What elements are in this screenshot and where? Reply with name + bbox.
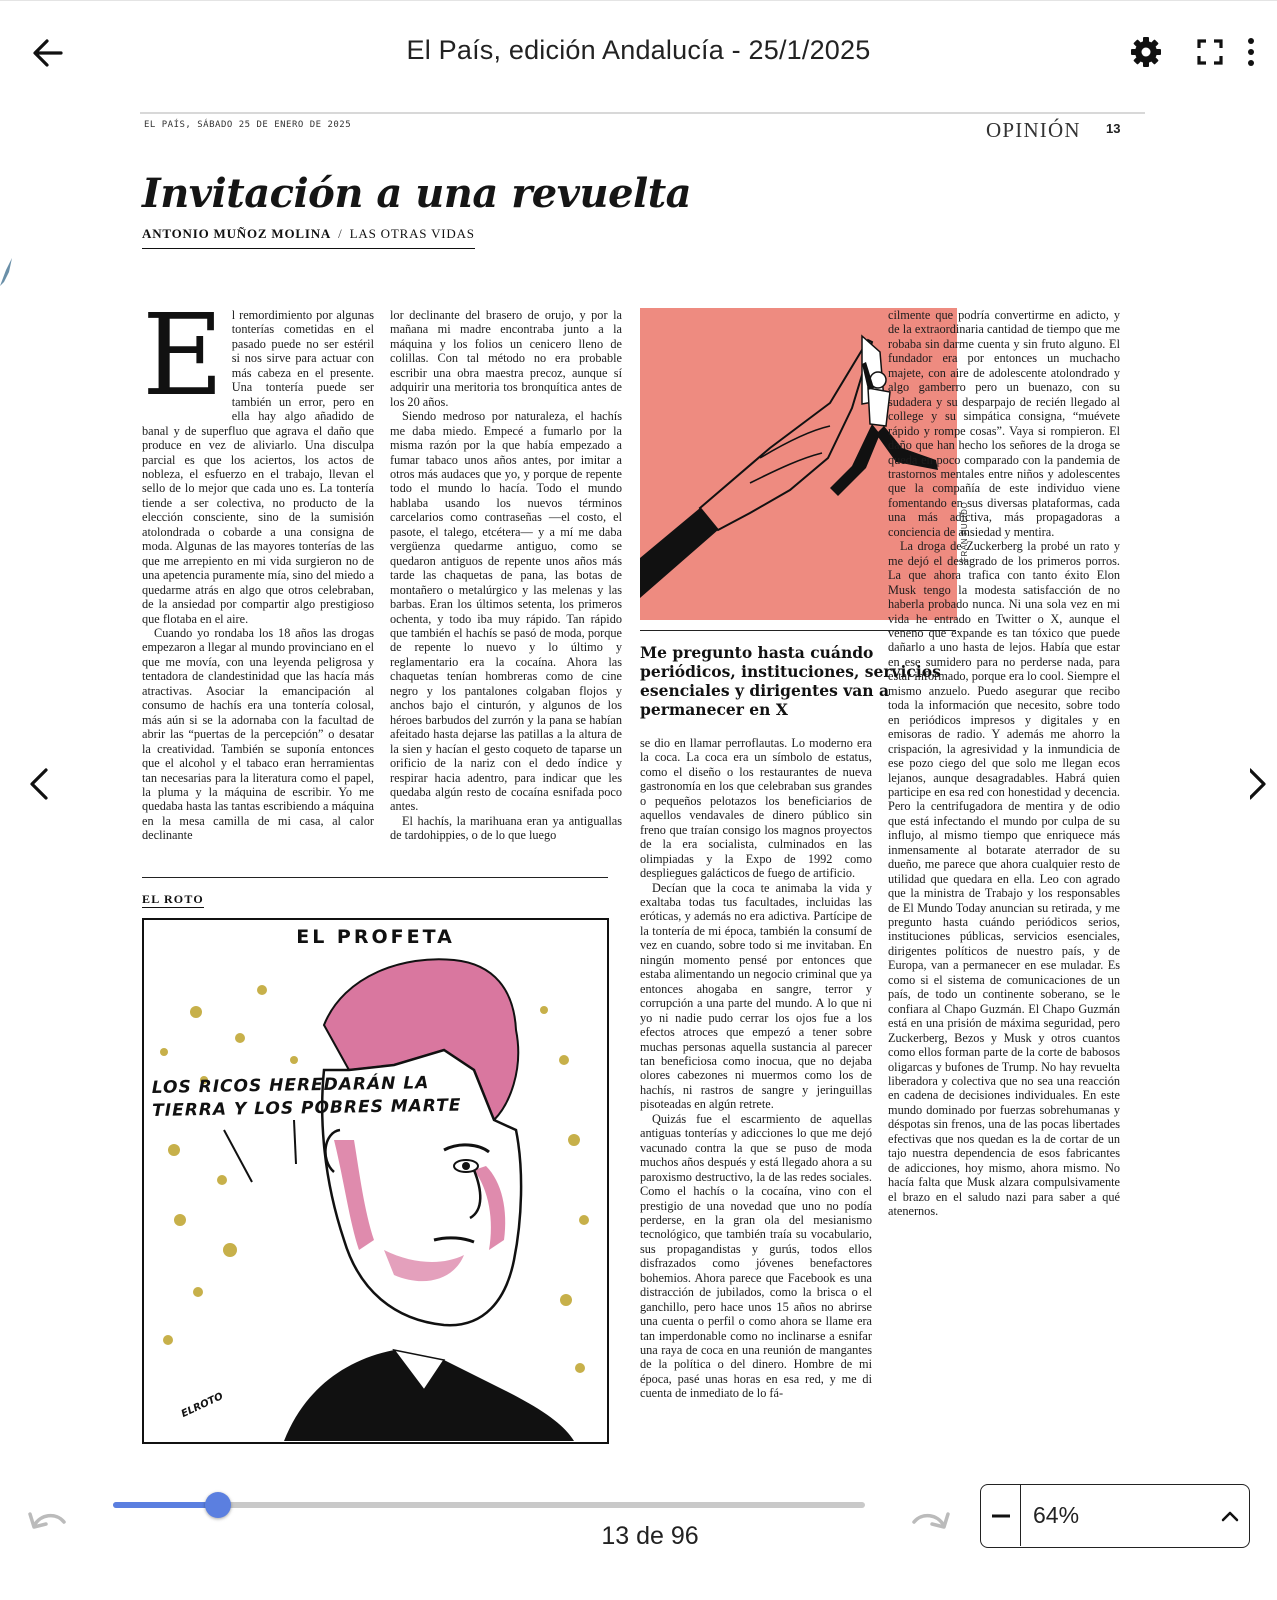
zoom-out-button[interactable] xyxy=(981,1485,1021,1546)
redo-icon xyxy=(906,1498,954,1538)
fullscreen-button[interactable] xyxy=(1186,28,1234,76)
header-rule xyxy=(140,112,1145,114)
slider-fill xyxy=(113,1502,218,1508)
more-vertical-icon xyxy=(1248,35,1277,69)
top-bar xyxy=(0,0,1277,100)
fullscreen-icon xyxy=(1196,38,1224,66)
paragraph: Quizás fue el escarmiento de aquellas antiguas tonterías y adicciones lo que me dejó vacunado contra la que se puso de moda muchos años después y está llegado ahora a su paroxismo destructivo, la de las redes sociales. Como el hachís o la cocaína, vino con el prestigio de una novedad que uno no podía perderse, en la gran ola del mesianismo tecnológico, que también traía su vocabulario, sus propagandistas y gurús, todos ellos disfrazados como jóvenes benefactores bohemios. Ahora parece que Facebook es una distracción de jubilados, como la brisca o el ganchillo, pero hace unos 15 años no abrirse una cuenta o perfil o como ahora se llame era tan imperdonable como no inclinarse a esnifar una raya de coca en una reunión de mangantes de la política o del dinero. Hombre de mi época, pasé unas horas en esa red, y me di cuenta de inmediato de lo fá- xyxy=(640,1111,872,1401)
paragraph: La droga de Zuckerberg la probé un rato y me dejó el desagrado de los primeros porros. La que ahora trafica con tanto éxito Elon Musk tengo la modesta satisfacción de no haberla probado nunca. Ni una sola vez en mi vida he entrado en Twitter o X, aunque el veneno que expande es tan tóxico que puede dañarlo a uno hasta de lejos. Había que estar en ese sumidero para no perderse nada, para estar informado, porque era lo cool. Siempre el mismo anzuelo. Puedo asegurar que recibo toda la información que necesito, sobre todo en periódicos impresos y digitales y en emisoras de radio. Y además me ahorro la crispación, la agresividad y la inmundicia de ese pozo ciego del que solo me llegan ecos lejanos, aunque desagradables. Habrá quien participe en esa red con honestidad y decencia. Pero la centrifugadora de mentira y de odio que está infectando el mundo por culpa de su influjo, al mismo tiempo que enriquece más inmensamente al botarate aterrador de su dueño, me parece que ahora cualquier resto de utilidad que quedara en ella. Leo con agrado que la ministra de Trabajo y los responsables de El Mundo Today anuncian su retirada, y me pregunto hasta cuándo periódicos serios, instituciones públicas, servicios esenciales, dirigentes políticos de nuestro país, y de Europa, van a permanecer en ese muladar. Es como si el sistema de comunicaciones de un país, de todo un continente soberano, se le confiara al Chapo Guzmán. El Chapo Guzmán está en una prisión de máxima seguridad, pero Zuckerberg, Bezos y Musk y otros cuantos como ellos forman parte de la corte de babosos oligarcas y bufones de Trump. No hay revuelta liberadora y colectiva que no sea una reacción en cadena de decisiones individuales. En este mundo dominado por fuerzas sobrehumanas y déspotas sin frenos, una de las pocas libertades efectivas que nos quedan es la de cortar de un tajo nuestra dependencia de esos fabricantes de adicciones, hoy mismo, ahora mismo. No hacía falta que Musk alzara compulsivamente el brazo en el saludo nazi para saber a qué atenernos. xyxy=(888,539,1120,1219)
cartoon-rule xyxy=(142,877,608,878)
next-page-button[interactable] xyxy=(1250,760,1277,808)
zoom-menu-toggle[interactable] xyxy=(1215,1501,1245,1531)
byline-separator: / xyxy=(338,226,343,241)
redo-button[interactable] xyxy=(906,1494,954,1542)
article-column-2 xyxy=(390,308,622,854)
paragraph: cilmente que podría convertirme en adicto, y de la extraordinaria cantidad de tiempo que me robaba sin darme cuenta y sin fruto alguno. El fundador era por entonces un muchacho majete, con aire de adolescente atolondrado y algo gamberro pero un buenazo, con su sudadera y su desparpajo de recién llegado al college y su simpática consigna, “muévete rápido y rompe cosas”. Vaya si rompieron. El daño que han hecho los señores de la droga se queda en poco comparado con la pandemia de trastornos mentales entre niños y adolescentes que la compañía de este individuo viene fomentando en sus diversas plataformas, cada una más adictiva, más propagadoras a conciencia de ansiedad y mentira. xyxy=(888,308,1120,539)
zoom-control[interactable] xyxy=(980,1484,1250,1548)
paragraph: Siendo medroso por naturaleza, el hachís me daba miedo. Empecé a fumarlo por la misma razón por la que había empezado a fumar tabaco unos años antes, por imitar a otros más audaces que yo, y porque de repente todo el mundo lo hacía. Todo el mundo hablaba usando los nuevos términos carcelarios como contraseñas —el costo, el pasote, el talego, etcétera— y a mí me daba vergüenza quedarme antiguo, como se quedaron antiguos de repente unos años más tarde las chaquetas de pana, las botas de montañero o metalúrgico y las melenas y las barbas. Eran los últimos setenta, los primeros ochenta, y todo iba muy rápido. Tan rápido que también el hachís se pasó de moda, porque de repente lo nuevo y lo último y reglamentario era la cocaína. Ahora las chaquetas tenían hombreras como de cine negro y los pantalones colgaban flojos y anchos bajo el cinturón, y algunos de los héroes barbudos del zurrón y la pana se habían afeitado hasta dejarse las patillas a la altura de la sien y hacían el gesto coqueto de taparse un orificio de la nariz con el dedo índice y respirar hacia adentro, para indicar que les quedaba algún resto de cocaína esnifada poco antes. xyxy=(390,409,622,814)
pull-quote: Me pregunto hasta cuándo periódicos, instituciones, servicios esenciales y dirigentes van a permanecer en X xyxy=(640,630,956,719)
el-roto-cartoon xyxy=(142,918,609,1444)
cartoon-title: EL PROFETA xyxy=(296,926,455,948)
cartoon-signature: ELROTO xyxy=(179,1391,225,1420)
article-column-1 xyxy=(142,308,374,854)
arrow-left-icon xyxy=(31,36,65,70)
settings-button[interactable] xyxy=(1122,28,1170,76)
zoom-level: 64% xyxy=(1033,1502,1080,1528)
chevron-right-icon xyxy=(1250,760,1277,808)
column-name: LAS OTRAS VIDAS xyxy=(349,226,475,241)
cartoon-section-label: EL ROTO xyxy=(142,892,204,906)
paragraph: l remordimiento por algunas tonterías cometidas en el pasado puede no ser estéril si nos sirve para actuar con más cabeza en el presente. Una tontería puede ser también un error, pero en ella hay algo añadido de banal y de superfluo que agrava el daño que produce en vez de aliviarlo. Una disculpa parcial es que los aciertos, los actos de nobleza, el esfuerzo en el trabajo, llevan el sello de lo mejor que cada uno es. La tontería tiende a ser colectiva, no producto de la elección consciente, sino de la sumisión atolondrada o cobarde a una consigna de moda. Algunas de las mayores tonterías de las que me arrepiento en mi vida surgieron no de una apetencia puramente mía, sino del miedo a quedarme atrás en algo que otros celebraban, de la ansiedad por compartir algo prestigioso que flotaba en el aire. xyxy=(142,308,374,626)
paragraph: lor declinante del brasero de orujo, y por la mañana mi madre encontraba junto a la máquina y los folios un cenicero lleno de colillas. Con tal método no era probable escribir una obra maestra precoz, aunque sí adquirir una meritoria tos bronquítica antes de los 20 años. xyxy=(390,308,622,409)
gear-icon xyxy=(1128,34,1164,70)
chevron-left-icon xyxy=(16,760,64,808)
cartoon-caption: LOS RICOS HEREDARÁN LA TIERRA Y LOS POBRES MARTE xyxy=(151,1073,462,1121)
author-name: ANTONIO MUÑOZ MOLINA xyxy=(142,226,332,241)
previous-page-button[interactable] xyxy=(16,760,64,808)
publication-title: El País, edición Andalucía - 25/1/2025 xyxy=(406,35,871,65)
back-button[interactable] xyxy=(24,29,72,77)
newspaper-page[interactable] xyxy=(140,112,1145,1482)
byline xyxy=(142,226,475,249)
more-options-button[interactable] xyxy=(1248,28,1277,76)
minus-icon xyxy=(990,1505,1012,1527)
chevron-up-icon xyxy=(1220,1506,1240,1526)
illustration-credit: FRAN PULIDO xyxy=(960,501,969,562)
section-name: OPINIÓN xyxy=(986,118,1081,142)
drop-cap: E xyxy=(142,308,224,421)
page-number: 13 xyxy=(1106,121,1121,136)
paragraph: Decían que la coca te animaba la vida y exaltaba todas tus facultades, incluidas las eróticas, y además no era adictiva. Partícipe de la tontería de mi época, también la consumí de vez en cuando, sobre todo si me invitaban. En ningún momento pensé por entonces que estaba alimentando un negocio criminal que ya entonces ahogaba en sangre, terror y corrupción a una parte del mundo. A lo que ni yo ni nadie pudo cerrar los ojos fue a los efectos atroces que empezó a tener sobre muchas personas aquella sustancia al parecer tan beneficiosa como inocua, que no dejaba olores cabezones ni muermos como los de hachís, ni rastros de sangre y jeringuillas pisoteadas en algún retrete. xyxy=(640,880,872,1112)
paragraph: Cuando yo rondaba los 18 años las drogas empezaron a llegar al mundo provinciano en el que me movía, con una leyenda peligrosa y tentadora de clandestinidad que las hacía más atractivas. Asociar la emancipación al consumo de hachís era una tontería colosal, más aún si se la adornaba con la facultad de abrir las “puertas de la percepción” o desatar la creatividad. También se suponía entonces que el alcohol y el tabaco eran herramientas tan necesarias para la literatura como el papel, la pluma y la máquina de escribir. Yo me quedaba hasta las tantas escribiendo a máquina en la mesa camilla de mi casa, al calor declinante xyxy=(142,625,374,843)
article-headline: Invitación a una revuelta xyxy=(142,170,692,217)
page-slider[interactable] xyxy=(113,1496,865,1514)
page-counter: 13 de 96 xyxy=(601,1522,699,1550)
paragraph: El hachís, la marihuana eran ya antiguallas de tardohippies, o de lo que luego xyxy=(390,813,622,843)
previous-page-edge xyxy=(0,252,14,288)
undo-button[interactable] xyxy=(24,1494,72,1542)
article-column-3 xyxy=(640,736,872,1448)
slider-thumb[interactable] xyxy=(205,1492,231,1518)
paragraph: se dio en llamar perroflautas. Lo moderno era la coca. La coca era un símbolo de estatus, como el diseño o los restaurantes de nueva gastronomía en los que celebraban sus grandes o pequeños pelotazos los beneficiarios de aquellos vendavales de dinero público sin freno que traían consigo los magnos proyectos de la era socialista, culminados en las olimpiadas y la Expo de 1992 como despliegues galácticos de fuego de artificio. xyxy=(640,736,872,881)
article-column-4 xyxy=(888,308,1120,1448)
page-folio: EL PAÍS, SÁBADO 25 DE ENERO DE 2025 xyxy=(144,120,352,130)
undo-icon xyxy=(24,1498,72,1538)
